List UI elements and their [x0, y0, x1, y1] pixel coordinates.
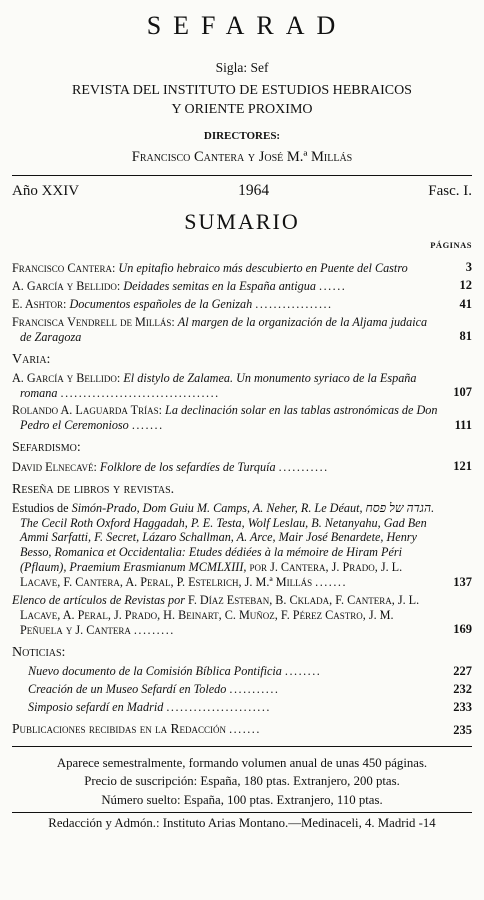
- elenco-text: Elenco de artículos de Revistas por: [12, 592, 185, 607]
- varia-heading: Varia:: [12, 351, 51, 367]
- entry-author: Francisca Vendrell de Millás:: [12, 314, 175, 329]
- estudios-prefix: Estudios de: [12, 500, 69, 515]
- leader-dots: .......: [229, 722, 261, 737]
- entry-page: 169: [453, 622, 472, 637]
- entry-author: E. Ashtor:: [12, 297, 67, 312]
- footer: [12, 746, 472, 831]
- entry-title: Nuevo documento de la Comisión Bíblica Pontificia: [28, 663, 282, 678]
- entry-author: Francisco Cantera:: [12, 260, 116, 275]
- entry-title: Al margen de la organización de la Aljama judaica de Zaragoza: [20, 314, 428, 344]
- directors-names: Francisco Cantera y José M.ª Millás: [131, 149, 353, 166]
- issue-row: [12, 182, 472, 201]
- elenco-authors: F. Díaz Esteban, B. Cklada, F. Cantera, J. L. Lacave, A. Peral, J. Prado, H. Beinart, C. Muñoz, F. Pérez Castro, J. M. Peñuela y J. Cantera: [20, 592, 420, 637]
- toc-entry: [12, 459, 472, 474]
- resena-heading: Reseña de libros y revistas.: [12, 481, 175, 497]
- entry-title: La declinación solar en las tablas astronómicas de Don Pedro el Ceremonioso: [20, 403, 438, 433]
- leader-dots: ........: [284, 663, 322, 678]
- footer-line-3: Número suelto: España, 100 ptas. Extranjero, 110 ptas.: [101, 793, 383, 808]
- entry-title: Documentos españoles de la Genizah: [69, 297, 253, 312]
- journal-title: SEFARAD: [146, 11, 348, 40]
- entry-title: Creación de un Museo Sefardí en Toledo: [28, 682, 227, 697]
- entry-title: Simposio sefardí en Madrid: [28, 700, 164, 715]
- sigla: Sigla: Sef: [215, 59, 269, 75]
- toc-entry: [12, 260, 472, 275]
- leader-dots: ......: [319, 278, 347, 293]
- footer-line-1: Aparece semestralmente, formando volumen anual de unas 450 páginas.: [56, 755, 428, 770]
- leader-dots: .......: [131, 418, 164, 433]
- leader-dots: ...........: [229, 682, 280, 697]
- entry-page: 232: [453, 681, 472, 696]
- leader-dots: .........: [133, 622, 175, 637]
- estudios-text: Simón-Prado, Dom Guiu M. Camps, A. Neher, R. Le Déaut, הגדה של פסח. The Cecil Roth Oxford Haggadah, P. E. Testa, Wolf Leslau, B. Netanyahu, Gad Ben Ammi Sarfatti, F. Secret, Lázaro Schallman, A. Arce, Mair José Benardete, Henry Besso, Romanica et Occidentalia: Etudes dédiées à la mémoire de Hiram Péri (Pflaum), Praemium Erasmianum MCMLXIII,: [20, 500, 435, 575]
- entry-author: Rolando A. Laguarda Trías:: [12, 403, 162, 418]
- entry-page: 3: [465, 260, 472, 275]
- leader-dots: .................: [255, 297, 333, 312]
- entry-page: 12: [459, 278, 472, 293]
- entry-title: Un epitafio hebraico más descubierto en Puente del Castro: [118, 260, 408, 275]
- toc-entry: [12, 593, 472, 638]
- toc-entry: [12, 664, 472, 679]
- entry-page: 137: [453, 574, 472, 589]
- entry-page: 41: [459, 296, 472, 311]
- publicaciones-text: Publicaciones recibidas en la Redacción: [12, 721, 227, 737]
- toc-entry: [12, 501, 472, 590]
- sumario-heading: SUMARIO: [184, 208, 300, 234]
- footer-divider: [12, 812, 472, 813]
- noticias-heading: Noticias:: [12, 644, 66, 660]
- entry-page: 121: [453, 459, 472, 474]
- directors-label: DIRECTORES:: [203, 129, 281, 142]
- entry-page: 233: [453, 700, 472, 715]
- entry-title: El distylo de Zalamea. Un monumento syriaco de la España romana: [20, 370, 417, 400]
- year: 1964: [238, 182, 270, 200]
- footer-line-4: Redacción y Admón.: Instituto Arias Montano.—Medinaceli, 4. Madrid -14: [48, 815, 436, 830]
- entry-author: A. García y Bellido:: [12, 278, 121, 293]
- toc-entry: [12, 371, 472, 401]
- paginas-label: PÁGINAS: [430, 239, 472, 250]
- toc-entry: [12, 297, 472, 312]
- entry-page: 81: [459, 329, 472, 344]
- entry-page: 235: [453, 722, 472, 737]
- subtitle-line-1: REVISTA DEL INSTITUTO DE ESTUDIOS HEBRAICOS: [72, 83, 412, 99]
- fascicle: Fasc. I.: [428, 183, 472, 200]
- leader-dots: ...................................: [60, 385, 220, 400]
- toc-entry: [12, 403, 472, 433]
- table-of-contents: [12, 260, 472, 738]
- entry-author: David Elnecavé:: [12, 459, 97, 474]
- toc-entry: [12, 315, 472, 345]
- toc-entry: [12, 278, 472, 293]
- leader-dots: .......................: [166, 700, 271, 715]
- toc-entry: [12, 700, 472, 715]
- entry-title: Deidades semitas en la España antigua: [123, 278, 316, 293]
- estudios-reviewers: por J. Cantera, J. Prado, J. L. Lacave, F. Cantera, A. Peral, P. Estelrich, J. M.ª Millás: [20, 560, 403, 590]
- toc-entry: [12, 721, 472, 737]
- entry-page: 111: [454, 417, 472, 432]
- entry-page: 227: [453, 663, 472, 678]
- footer-line-2: Precio de suscripción: España, 180 ptas. Extranjero, 200 ptas.: [84, 774, 400, 789]
- leader-dots: ...........: [278, 459, 329, 474]
- header-divider: [12, 175, 472, 176]
- entry-author: A. García y Bellido:: [12, 370, 121, 385]
- subtitle-line-2: Y ORIENTE PROXIMO: [171, 102, 313, 118]
- toc-entry: [12, 682, 472, 697]
- entry-title: Folklore de los sefardíes de Turquía: [99, 459, 276, 474]
- leader-dots: .......: [315, 575, 347, 590]
- sefardismo-heading: Sefardismo:: [12, 440, 81, 456]
- entry-page: 107: [453, 385, 472, 400]
- volume-label: Año XXIV: [12, 183, 80, 200]
